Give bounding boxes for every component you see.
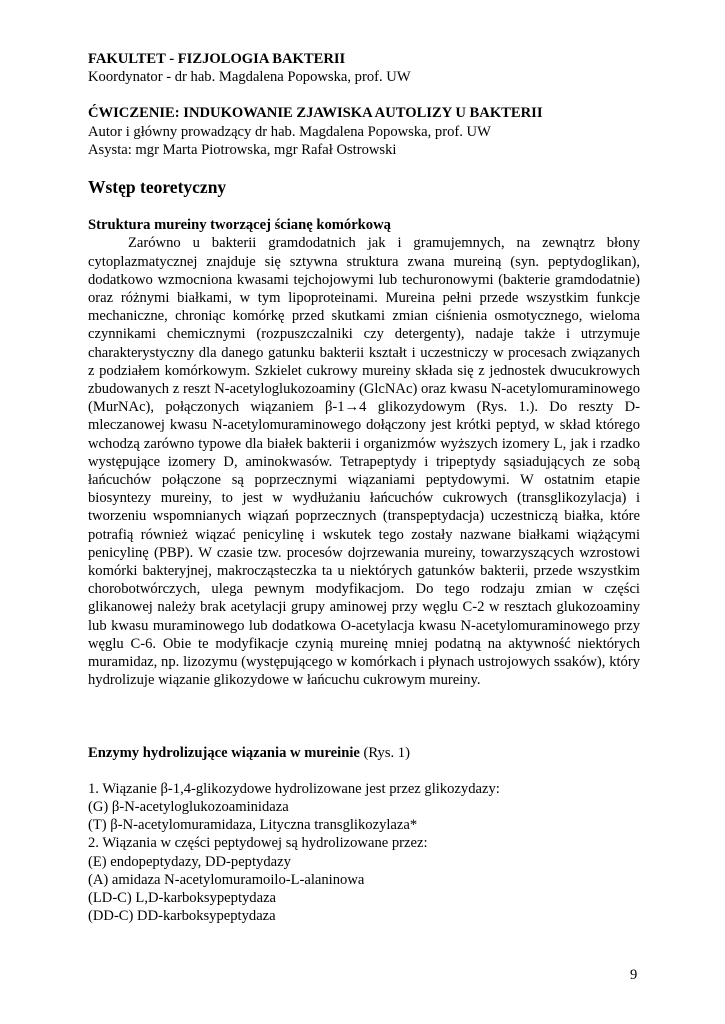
list-item: (LD-C) L,D-karboksypeptydaza xyxy=(88,889,277,906)
enzymes-heading-ref: (Rys. 1) xyxy=(359,744,410,761)
assistants-line: Asysta: mgr Marta Piotrowska, mgr Rafał Ostrowski xyxy=(88,141,397,158)
murein-paragraph: Zarówno u bakterii gramdodatnich jak i gramujemnych, na zewnątrz błony cytoplazmatycznej znajduje się sztywna struktura zwana mureiną (syn. peptydoglikan), dodatkowo wzmocniona kwasami tejchojowymi lub techuronowymi (bakterie gramdodatnie) oraz różnymi białkami, w tym lipoproteinami. Mureina pełni przede wszystkim funkcje mechaniczne, chroniąc komórkę przed skutkami zmian ciśnienia osmotycznego, wieloma czynnikami chemicznymi (rozpuszczalniki czy detergenty), nadaje także i utrzymuje charakterystyczny dla danego gatunku bakterii kształt i uczestniczy w procesach związanych z podziałem komórkowym. Szkielet cukrowy mureiny składa się z jednostek dwucukrowych zbudowanych z reszt N-acetyloglukozoaminy (GlcNAc) oraz kwasu N-acetylomuraminowego (MurNAc), połączonych wiązaniem β-1→4 glikozydowym (Rys. 1.). Do reszty D-mleczanowej kwasu N-acetylomuraminowego dołączony jest krótki peptyd, w skład którego wchodzą zarówno typowe dla białek bakterii i organizmów wyższych izomery L, jak i rzadko występujące izomery D, aminokwasów. Tetrapeptydy i tripeptydy sąsiadujących ze sobą łańcuchów połączone są poprzecznymi wiązaniami peptydowymi. W ostatnim etapie biosyntezy mureiny, to jest w wydłużaniu łańcuchów cukrowych (transglikozylacja) i tworzeniu wspomnianych wiązań poprzecznych (transpeptydacja) uczestniczą białka, które potrafią również wiązać penicylinę i wskutek tego zostały nazwane białkami wiążącymi penicylinę (PBP). W czasie tzw. procesów dojrzewania mureiny, towarzyszących wzrostowi komórki bakteryjnej, makrocząsteczka ta u niektórych gatunków bakterii, przede wszystkim chorobotwórczych, ulega pewnym modyfikacjom. Do tego rodzaju zmian w części glikanowej należy brak acetylacji grupy aminowej przy węglu C-2 w resztach glukozoaminy lub kwasu muraminowego lub dodatkowa O-acetylacja kwasu N-acetylomuraminowego przy węglu C-6. Obie te modyfikacje czynią mureinę mniej podatną na aktywność niektórych muramidaz, np. lizozymu (występującego w komórkach i płynach ustrojowych ssaków), który hydrolizuje wiązanie glikozydowe w łańcuchu cukrowym mureiny. xyxy=(88,235,640,689)
section-title: Wstęp teoretyczny xyxy=(88,177,227,198)
list-item: (DD-C) DD-karboksypeptydaza xyxy=(88,908,276,925)
list-item: (T) β-N-acetylomuramidaza, Lityczna transglikozylaza* xyxy=(88,817,418,834)
page-number: 9 xyxy=(630,967,638,983)
list-item: (A) amidaza N-acetylomuramoilo-L-alaninowa xyxy=(88,871,365,888)
list-item: 1. Wiązanie β-1,4-glikozydowe hydrolizowane jest przez glikozydazy: xyxy=(88,780,500,797)
enzymes-heading: Enzymy hydrolizujące wiązania w mureinie xyxy=(88,744,360,761)
exercise-title: ĆWICZENIE: INDUKOWANIE ZJAWISKA AUTOLIZY U BAKTERII xyxy=(88,105,543,122)
list-item: 2. Wiązania w części peptydowej są hydrolizowane przez: xyxy=(88,835,428,852)
document-page xyxy=(88,50,640,925)
list-item: (E) endopeptydazy, DD-peptydazy xyxy=(88,853,291,870)
enzymes-list xyxy=(88,780,640,926)
murein-heading: Struktura mureiny tworzącej ścianę komórkową xyxy=(88,217,391,234)
author-line: Autor i główny prowadzący dr hab. Magdalena Popowska, prof. UW xyxy=(88,123,491,140)
list-item: (G) β-N-acetyloglukozoaminidaza xyxy=(88,798,289,815)
enzymes-heading-line xyxy=(88,744,640,762)
coordinator-line: Koordynator - dr hab. Magdalena Popowska, prof. UW xyxy=(88,69,411,86)
faculty-title: FAKULTET - FIZJOLOGIA BAKTERII xyxy=(88,51,346,67)
